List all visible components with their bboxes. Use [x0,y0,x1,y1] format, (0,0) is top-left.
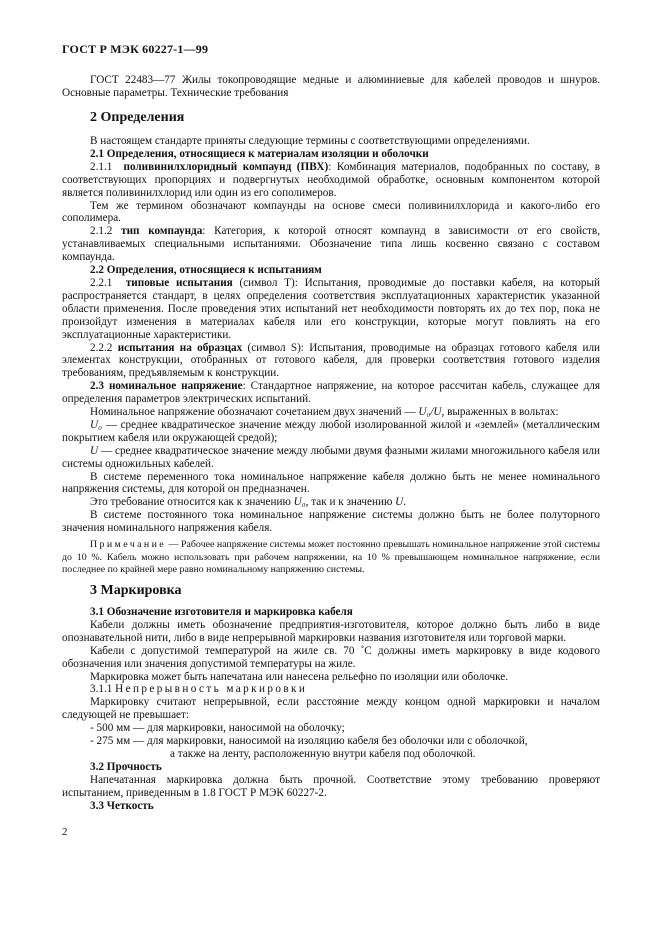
dc-system-paragraph: В системе постоянного тока номинальное напряжение системы должно быть не более полуторного значения номинального напряжения кабеля. [62,509,600,535]
term-rated-voltage: номинальное напряжение [108,380,243,393]
section-2-intro: В настоящем стандарте приняты следующие термины с соответствующими определениями. [90,135,530,147]
requirement-paragraph: Это требование относится как к значению U₀, так и к значению U. [90,496,406,509]
reference-paragraph: ГОСТ 22483—77 Жилы токопроводящие медные и алюминиевые для кабелей проводов и шнуров. Основные параметры. Технические требования [62,74,600,99]
page-number: 2 [62,826,68,838]
marking-paragraph-2: Кабели с допустимой температурой на жиле св. 70 ˚С должны иметь маркировку в виде кодового обозначения или значения допустимой температуры на жиле. [62,644,600,670]
list-item: - 275 мм — для маркировки, наносимой на изоляцию кабеля без оболочки или с оболочкой, [90,735,528,748]
section-2-title: 2 Определения [90,110,185,125]
subsection-3-1-title: 3.1 Обозначение изготовителя и маркировка кабеля [90,606,353,618]
note: Примечание — Рабочее напряжение системы может постоянно превышать номинальное напряжение этой системы до 10 %. Кабель можно использовать при рабочем напряжении, на 10 % превышающем номинальное напряжение, если последнее по крайней мере равно номинальному напряжению системы. [62,539,600,575]
definition-2-1-2: 2.1.2 тип компаунда: Категория, к которой относят компаунд в зависимости от его свойств, устанавливаемых специальными испытаниями. Обозначение типа лишь косвенно связано с составом компаунда. [62,225,601,264]
u-definition: U — среднее квадратическое значение между любыми двумя фазными жилами многожильного кабеля или системы одножильных кабелей. [62,444,600,470]
term-compound-type: тип компаунда [121,225,203,238]
rated-voltage-notation: Номинальное напряжение обозначают сочетанием двух значений — U₀/U, выраженных в вольтах: [90,406,559,419]
subsection-2-1-title: 2.1 Определения, относящиеся к материалам изоляции и оболочки [90,147,429,160]
running-header: ГОСТ Р МЭК 60227-1—99 [62,42,209,56]
section-3-body [62,606,600,813]
definition-2-1-1: 2.1.1 поливинилхлоридный компаунд (ПВХ): Комбинация материалов, подобранных по составу, в соответствующих пропорциях и подвергнутых необходимой обработке, основным компонентом которой является поливинилхлорид или один из его сополимеров. [62,160,601,199]
note-label: Примечание [90,539,167,551]
list-item: - 500 мм — для маркировки, наносимой на оболочку; [90,722,345,735]
subsection-2-2-title: 2.2 Определения, относящиеся к испытаниям [90,264,322,277]
definition-2-2-2: 2.2.2 испытания на образцах (символ S): Испытания, проводимые на образцах готового кабеля или элементах конструкции, отобранных от готового кабеля, для проверки соответствия готового изделия требованиям, предъявляемым к конструкции. [62,341,601,380]
subsection-3-1-1-title: 3.1.1 Непрерывность маркировки [90,683,308,696]
definition-2-1-1-cont: Тем же термином обозначают компаунды на основе смеси поливинилхлорида и какого-либо его сополимера. [62,199,600,225]
section-2-body [62,135,600,576]
subsection-3-2-title: 3.2 Прочность [90,760,162,773]
term-type-tests: типовые испытания [125,276,233,289]
durability-paragraph: Напечатанная маркировка должна быть прочной. Соответствие этому требованию проверяют испытанием, приведенным в 1.8 ГОСТ Р МЭК 60227-2. [62,773,600,799]
definition-2-3: 2.3 номинальное напряжение: Стандартное напряжение, на которое рассчитан кабель, служащее для определения параметров электрических испытаний. [62,380,600,406]
section-3-title: 3 Маркировка [90,583,182,598]
ac-system-paragraph: В системе переменного тока номинальное напряжение кабеля должно быть не менее номинального напряжения системы, для которой он предназначен. [62,470,600,496]
subsection-3-3-title: 3.3 Четкость [90,799,154,812]
term-sample-tests: испытания на образцах [117,341,243,354]
term-pvc-compound: поливинилхлоридный компаунд (ПВХ) [123,160,329,173]
u0-definition: U₀ — среднее квадратическое значение между любой изолированной жилой и «землей» (металлическим покрытием кабеля или окружающей средой); [62,418,600,444]
definition-2-2-1: 2.2.1 типовые испытания (символ Т): Испытания, проводимые до поставки кабеля, на который распространяется стандарт, в целях определения соответствия эксплуатационных характеристик указанной области применения. После проведения этих испытаний нет необходимости повторять их до тех пор, пока не произойдут изменения в материалах кабеля или его конструкции, которые могут повлиять на его эксплуатационные характеристики. [62,276,600,341]
list-item-cont: а также на ленту, расположенную внутри кабеля под оболочкой. [170,747,476,760]
marking-paragraph-1: Кабели должны иметь обозначение предприятия-изготовителя, которое должно быть либо в виде опознавательной нити, либо в виде непрерывной маркировки названия изготовителя или торговой марки. [62,618,600,644]
marking-paragraph-3: Маркировка может быть напечатана или нанесена рельефно по изоляции или оболочке. [90,670,509,683]
continuity-paragraph: Маркировку считают непрерывной, если расстояние между концом одной маркировки и началом следующей не превышает: [62,696,600,722]
